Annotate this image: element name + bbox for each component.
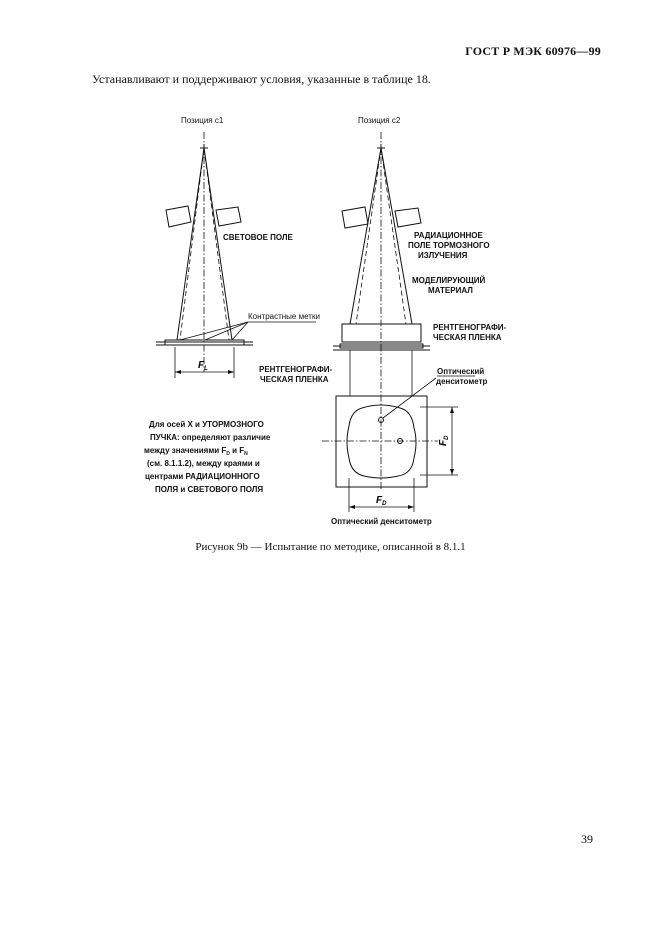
figure-caption: Рисунок 9b — Испытание по методике, описанной в 8.1.1 xyxy=(195,541,466,553)
contrast-marks-label: Контрастные метки xyxy=(248,312,320,321)
film-left-1: РЕНТГЕНОГРАФИ- xyxy=(259,365,333,374)
position-c1-diagram xyxy=(156,116,320,378)
densitometer-bottom: Оптический денситометр xyxy=(331,517,432,526)
film-left-2: ЧЕСКАЯ ПЛЕНКА xyxy=(260,375,329,384)
standard-header: ГОСТ Р МЭК 60976—99 xyxy=(465,44,601,58)
note-line-5: центрами РАДИАЦИОННОГО xyxy=(145,472,260,481)
densitometer-right-2: денситометр xyxy=(436,377,488,386)
film-square xyxy=(336,396,427,487)
film-right-1: РЕНТГЕНОГРАФИ- xyxy=(433,323,507,332)
note-line-2: ПУЧКА: определяют различие xyxy=(150,433,271,442)
note-line-6: ПОЛЯ и СВЕТОВОГО ПОЛЯ xyxy=(155,485,264,494)
intro-text: Устанавливают и поддерживают условия, указанные в таблице 18. xyxy=(92,72,431,86)
fd-vertical-label: $F_D$ xyxy=(438,435,450,446)
fl-label: $F_L$ xyxy=(198,360,208,372)
exposed-field xyxy=(347,405,416,478)
pos1-label: Позиция с1 xyxy=(181,116,224,125)
note-block xyxy=(144,420,271,494)
note-line-1: Для осей X и УТОРМОЗНОГО xyxy=(149,420,264,429)
mirror-left xyxy=(166,206,191,227)
mirror-right xyxy=(216,207,241,226)
phantom-block xyxy=(342,324,421,342)
page-number: 39 xyxy=(581,832,593,846)
note-line-4: (см. 8.1.1.2), между краями и xyxy=(147,459,260,468)
radiation-field-2: ПОЛЕ ТОРМОЗНОГО xyxy=(408,241,490,250)
phantom-1: МОДЕЛИРУЮЩИЙ xyxy=(412,276,486,285)
note-line-3: между значениями $F_D$ и $F_N$ xyxy=(144,446,248,457)
film-right-2: ЧЕСКАЯ ПЛЕНКА xyxy=(433,333,502,342)
phantom-2: МАТЕРИАЛ xyxy=(428,286,473,295)
position-c2-diagram xyxy=(259,116,507,526)
radiation-field-1: РАДИАЦИОННОЕ xyxy=(414,231,483,240)
mirror-left-2 xyxy=(342,207,368,228)
fd-horizontal-label: $F_D$ xyxy=(376,495,387,507)
radiation-field-3: ИЗЛУЧЕНИЯ xyxy=(418,251,468,260)
pos2-label: Позиция с2 xyxy=(358,116,401,125)
light-field-label: СВЕТОВОЕ ПОЛЕ xyxy=(223,233,293,242)
densitometer-right-1: Оптический xyxy=(437,367,485,376)
mirror-right-2 xyxy=(395,208,421,227)
